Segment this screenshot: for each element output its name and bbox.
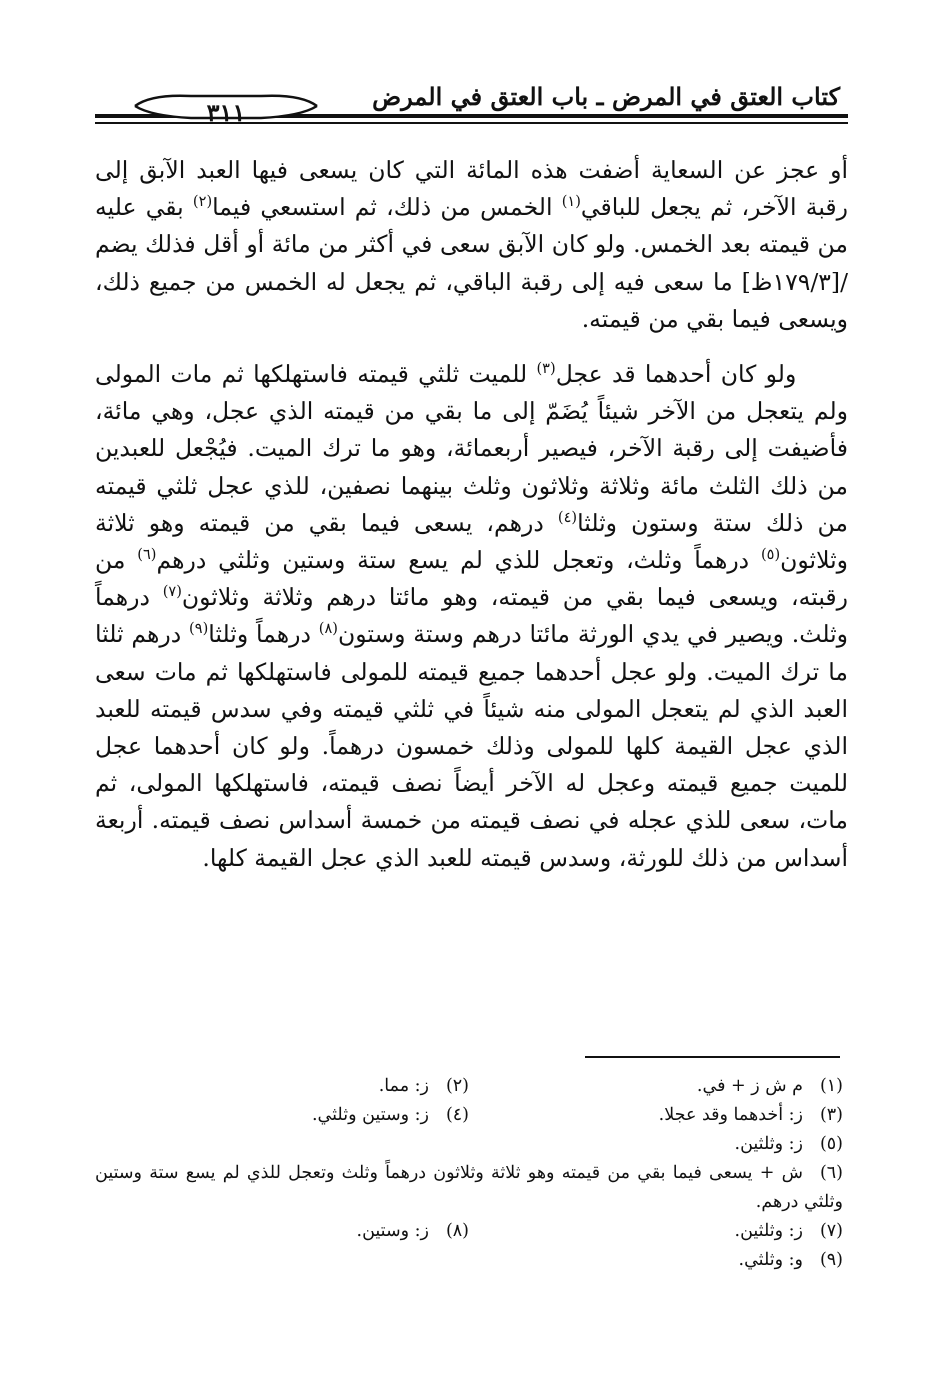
footnote-number: (٢)	[445, 1076, 469, 1096]
text-run: بقي عليه من قيمته بعد الخمس. ولو كان الآبق سعى في أكثر من مائة أو أقل فذلك يضم /[١٧٩/٣ظ] ما سعى فيه إلى رقبة الباقي، ثم يجعل له الخمس من جميع ذلك، ويسعى فيما بقي من قيمته.	[95, 193, 848, 333]
footnote-text: و: وثلثي.	[738, 1250, 803, 1270]
footnote-separator	[585, 1056, 840, 1058]
footnote-row	[95, 1246, 843, 1275]
text-run: من رقبته، ويسعى فيما بقي من قيمته، وهو مائتا درهم وثلاثة وثلاثون	[95, 546, 849, 612]
footnote-number: (٦)	[819, 1163, 843, 1183]
text-run: درهم، يسعى فيما بقي من قيمته وهو ثلاثة وثلاثون	[95, 508, 848, 575]
footnote	[469, 1072, 843, 1101]
page-number-badge	[131, 92, 321, 132]
footnote-row	[95, 1072, 843, 1101]
footnote-number: (٤)	[445, 1105, 469, 1125]
footnote-marker: (٤)	[557, 509, 578, 526]
footnote	[95, 1159, 843, 1217]
footnote-text: ز: وثلثين.	[734, 1221, 803, 1241]
footnote-marker: (٢)	[192, 193, 213, 211]
footnote-marker: (٩)	[189, 620, 209, 638]
footnote-row	[95, 1130, 843, 1159]
footnote	[469, 1217, 843, 1246]
footnote-marker: (٣)	[536, 360, 556, 378]
footnote-marker: (٨)	[318, 620, 338, 638]
footnote-row	[95, 1217, 843, 1246]
footnote-marker: (٦)	[137, 546, 157, 564]
footnote-text: ز: وستين.	[356, 1221, 429, 1241]
footnotes	[95, 1072, 843, 1275]
page-number: ٣١١	[206, 98, 246, 127]
text-run: درهماً وثلث. ويصير في يدي الورثة مائتا درهم وستة وستون	[95, 583, 849, 649]
text-run: درهماً وثلثا	[208, 620, 319, 649]
footnote	[469, 1130, 843, 1159]
text-run: الخمس من ذلك، ثم استسعي فيما	[212, 193, 562, 222]
footnote-marker: (٧)	[162, 583, 182, 601]
footnote-row	[95, 1101, 843, 1130]
footnote	[469, 1101, 843, 1130]
footnote-text: ز: وستين وثلثي.	[311, 1105, 429, 1125]
text-run: للميت ثلثي قيمته فاستهلكها ثم مات المولى ولم يتعجل من الآخر شيئاً يُضَمّ إلى ما بقي من قيمته الذي عجل، وهي مائة، فأضيفت إلى رقبة الآخر، فيصير أربعمائة، وهو ما ترك الميت. فيُجْعل للعبدين من ذلك الثلث مائة وثلاثة وثلاثون وثلث بينهما نصفين، للذي عجل ثلثي قيمته من ذلك ستة وستون وثلثا	[95, 360, 848, 537]
text-run: ولو كان أحدهما قد عجل	[555, 360, 797, 389]
footnote-marker: (٥)	[760, 546, 781, 564]
footnote-text: ز: مما.	[378, 1076, 429, 1096]
footnote-text: ش + يسعى فيما بقي من قيمته وهو ثلاثة وثلاثون درهماً وثلث وتعجل للذي لم يسع ستة وستين وثلثي درهم.	[95, 1163, 843, 1212]
footnote	[95, 1072, 469, 1101]
footnote-number: (٧)	[819, 1221, 843, 1241]
footnote-number: (٣)	[819, 1105, 843, 1125]
footnote	[95, 1217, 469, 1246]
footnote-number: (١)	[819, 1076, 843, 1096]
footnote	[469, 1246, 843, 1275]
text-run: أو عجز عن السعاية أضفت هذه المائة التي كان يسعى فيها العبد الآبق إلى رقبة الآخر، ثم يجعل للباقي	[95, 156, 849, 222]
footnote-number: (٥)	[819, 1134, 843, 1154]
footnote-text: م ش ز + في.	[696, 1076, 803, 1096]
text-run: درهم ثلثا ما ترك الميت. ولو عجل أحدهما جميع قيمته للمولى فاستهلكها ثم مات سعى العبد الذي لم يتعجل المولى منه شيئاً في ثلثي قيمته وفي سدس قيمته للعبد الذي عجل القيمة كلها للمولى وذلك خمسون درهماً. ولو كان أحدهما عجل للميت جميع قيمته وعجل له الآخر أيضاً نصف قيمته، فاستهلكها المولى، ثم مات، سعى للذي عجله في نصف قيمته من خمسة أسداس نصف قيمته. أربعة أسداس من ذلك للورثة، وسدس قيمته للعبد الذي عجل القيمة كلها.	[95, 620, 848, 872]
main-text	[95, 152, 848, 877]
footnote-row	[95, 1159, 843, 1217]
running-title: كتاب العتق في المرض ـ باب العتق في المرض	[372, 82, 840, 111]
footnote-number: (٩)	[819, 1250, 843, 1270]
footnote-text: ز: أخدهما وقد عجلا.	[658, 1105, 803, 1125]
footnote	[95, 1101, 469, 1130]
footnote-marker: (١)	[561, 193, 581, 211]
text-run: درهماً وثلث، وتعجل للذي لم يسع ستة وستين وثلثي درهم	[156, 546, 761, 575]
footnote-text: ز: وثلثين.	[734, 1134, 803, 1154]
paragraph	[95, 152, 848, 338]
page-header	[95, 68, 848, 130]
footnote-number: (٨)	[445, 1221, 469, 1241]
paragraph	[95, 356, 848, 877]
